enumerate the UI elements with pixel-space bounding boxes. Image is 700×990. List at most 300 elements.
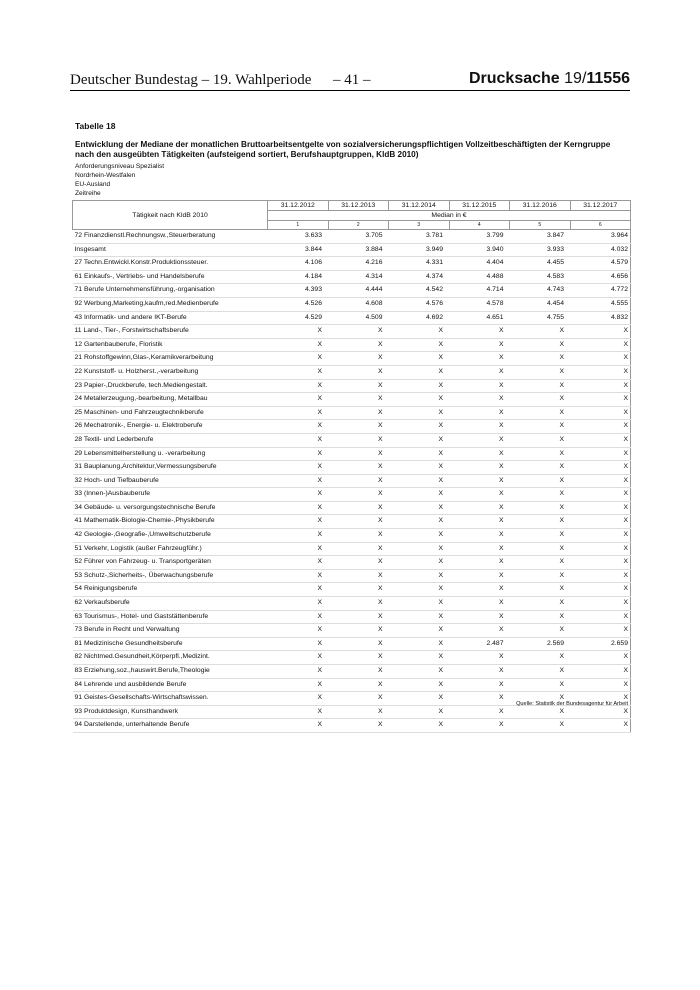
header-publication: Deutscher Bundestag – 19. Wahlperiode [70, 72, 312, 88]
header-rule [70, 90, 630, 91]
cell-value: X [510, 447, 571, 461]
table-row [73, 705, 631, 719]
cell-value: 4.393 [268, 284, 329, 298]
row-label: 22 Kunststoff- u. Holzherst.,-verarbeitung [73, 365, 268, 379]
row-label: 82 Nichtmed.Gesundheit,Körperpfl.,Medizint. [73, 651, 268, 665]
cell-value: X [570, 624, 631, 638]
row-label: 34 Gebäude- u. versorgungstechnische Berufe [73, 501, 268, 515]
cell-value: X [570, 597, 631, 611]
cell-value: X [449, 529, 510, 543]
cell-value: X [268, 379, 329, 393]
cell-value: X [268, 461, 329, 475]
cell-value: X [510, 501, 571, 515]
cell-value: X [449, 542, 510, 556]
cell-value: 3.949 [389, 243, 450, 257]
cell-value: X [570, 583, 631, 597]
cell-value: X [570, 447, 631, 461]
cell-value: X [510, 678, 571, 692]
table-row [73, 542, 631, 556]
cell-value: X [570, 665, 631, 679]
cell-value: X [328, 338, 389, 352]
row-label: 94 Darstellende, unterhaltende Berufe [73, 719, 268, 733]
cell-value: X [328, 325, 389, 339]
cell-value: X [268, 610, 329, 624]
cell-value: 4.331 [389, 257, 450, 271]
cell-value: X [328, 433, 389, 447]
header-page-number: – 41 – [333, 72, 371, 88]
row-label: 41 Mathematik-Biologie-Chemie-,Physikberufe [73, 515, 268, 529]
cell-value: X [449, 624, 510, 638]
header-drucksache-number: 11556 [586, 70, 630, 87]
header-drucksache-label: Drucksache [468, 70, 560, 87]
table-row [73, 420, 631, 434]
row-label: 53 Schutz-,Sicherheits-, Überwachungsberufe [73, 569, 268, 583]
row-label: 25 Maschinen- und Fahrzeugtechnikberufe [73, 406, 268, 420]
cell-value: X [389, 325, 450, 339]
cell-value: 3.705 [328, 230, 389, 244]
cell-value: X [389, 406, 450, 420]
cell-value: X [449, 692, 510, 706]
column-number: 5 [510, 221, 571, 230]
cell-value: X [268, 637, 329, 651]
cell-value: X [389, 515, 450, 529]
cell-value: 4.692 [389, 311, 450, 325]
table-row [73, 515, 631, 529]
cell-value: X [449, 651, 510, 665]
row-label: 43 Informatik- und andere IKT-Berufe [73, 311, 268, 325]
cell-value: X [328, 420, 389, 434]
cell-value: 3.964 [570, 230, 631, 244]
cell-value: X [389, 379, 450, 393]
cell-value: X [570, 352, 631, 366]
cell-value: X [449, 365, 510, 379]
cell-value: X [510, 352, 571, 366]
cell-value: X [389, 705, 450, 719]
cell-value: X [389, 719, 450, 733]
table-row [73, 365, 631, 379]
cell-value: X [570, 515, 631, 529]
cell-value: X [570, 474, 631, 488]
cell-value: X [570, 488, 631, 502]
row-label: 93 Produktdesign, Kunsthandwerk [73, 705, 268, 719]
cell-value: X [328, 488, 389, 502]
cell-value: X [570, 433, 631, 447]
cell-value: X [268, 474, 329, 488]
column-number: 3 [389, 221, 450, 230]
table-row [73, 284, 631, 298]
cell-value: X [268, 365, 329, 379]
table-row [73, 433, 631, 447]
cell-value: X [570, 719, 631, 733]
cell-value: X [570, 379, 631, 393]
cell-value: X [268, 651, 329, 665]
cell-value: X [389, 338, 450, 352]
cell-value: X [328, 542, 389, 556]
cell-value: X [570, 678, 631, 692]
cell-value: X [570, 651, 631, 665]
table-row [73, 678, 631, 692]
table-row [73, 243, 631, 257]
cell-value: X [510, 393, 571, 407]
cell-value: X [570, 501, 631, 515]
cell-value: X [510, 461, 571, 475]
cell-value: X [449, 447, 510, 461]
cell-value: X [570, 420, 631, 434]
cell-value: 4.542 [389, 284, 450, 298]
cell-value: X [268, 719, 329, 733]
cell-value: X [449, 379, 510, 393]
cell-value: X [449, 610, 510, 624]
cell-value: X [510, 624, 571, 638]
cell-value: X [510, 719, 571, 733]
cell-value: X [389, 365, 450, 379]
cell-value: 4.656 [570, 270, 631, 284]
cell-value: X [510, 529, 571, 543]
cell-value: X [389, 352, 450, 366]
row-label: 12 Gartenbauberufe, Floristik [73, 338, 268, 352]
cell-value: 3.847 [510, 230, 571, 244]
cell-value: X [389, 624, 450, 638]
cell-value: X [268, 569, 329, 583]
table-row [73, 529, 631, 543]
cell-value: X [268, 352, 329, 366]
cell-value: 3.633 [268, 230, 329, 244]
row-label: 32 Hoch- und Tiefbauberufe [73, 474, 268, 488]
cell-value: 3.933 [510, 243, 571, 257]
cell-value: 4.529 [268, 311, 329, 325]
cell-value: X [328, 665, 389, 679]
cell-value: X [570, 692, 631, 706]
cell-value: X [510, 488, 571, 502]
row-label: 73 Berufe in Recht und Verwaltung [73, 624, 268, 638]
cell-value: X [449, 420, 510, 434]
cell-value: X [510, 515, 571, 529]
cell-value: X [449, 461, 510, 475]
row-label: 26 Mechatronik-, Energie- u. Elektroberufe [73, 420, 268, 434]
cell-value: X [268, 433, 329, 447]
row-label: 11 Land-, Tier-, Forstwirtschaftsberufe [73, 325, 268, 339]
cell-value: X [510, 569, 571, 583]
cell-value: X [510, 379, 571, 393]
cell-value: X [268, 705, 329, 719]
cell-value: 2.659 [570, 637, 631, 651]
cell-value: X [328, 610, 389, 624]
cell-value: 4.579 [570, 257, 631, 271]
row-label: 71 Berufe Unternehmensführung,-organisation [73, 284, 268, 298]
cell-value: X [570, 705, 631, 719]
cell-value: X [328, 583, 389, 597]
row-label: 72 Finanzdienstl.Rechnungsw.,Steuerberatung [73, 230, 268, 244]
cell-value: X [328, 406, 389, 420]
column-number: 6 [570, 221, 631, 230]
cell-value: 4.583 [510, 270, 571, 284]
cell-value: X [268, 325, 329, 339]
cell-value: X [449, 501, 510, 515]
cell-value: X [449, 406, 510, 420]
table-row [73, 406, 631, 420]
row-label: 61 Einkaufs-, Vertriebs- und Handelsberufe [73, 270, 268, 284]
data-table [72, 200, 631, 733]
cell-value: X [328, 651, 389, 665]
cell-value: X [510, 705, 571, 719]
cell-value: X [449, 597, 510, 611]
cell-value: X [449, 515, 510, 529]
cell-value: X [328, 393, 389, 407]
cell-value: X [389, 610, 450, 624]
row-label: 24 Metallerzeugung,-bearbeitung, Metallbau [73, 393, 268, 407]
source-note: Quelle: Statistik der Bundesagentur für Arbeit [516, 701, 628, 707]
cell-value: 3.940 [449, 243, 510, 257]
cell-value: X [328, 474, 389, 488]
meta-line: Anforderungsniveau Spezialist [75, 163, 165, 170]
cell-value: X [449, 474, 510, 488]
cell-value: X [389, 501, 450, 515]
header-drucksache [469, 70, 630, 88]
cell-value: 4.444 [328, 284, 389, 298]
column-date: 31.12.2015 [449, 201, 510, 211]
meta-line: Nordrhein-Westfalen [75, 172, 136, 179]
table-row [73, 379, 631, 393]
table-row [73, 393, 631, 407]
row-label: 81 Medizinische Gesundheitsberufe [73, 637, 268, 651]
cell-value: 4.454 [510, 297, 571, 311]
cell-value: X [389, 692, 450, 706]
table-label: Tabelle 18 [75, 121, 116, 131]
page-header [70, 70, 630, 92]
cell-value: X [389, 556, 450, 570]
cell-value: X [510, 474, 571, 488]
cell-value: 2.569 [510, 637, 571, 651]
cell-value: X [449, 556, 510, 570]
cell-value: 4.184 [268, 270, 329, 284]
cell-value: X [389, 665, 450, 679]
table-row [73, 338, 631, 352]
cell-value: 4.832 [570, 311, 631, 325]
row-label: 83 Erziehung,soz.,hauswirt.Berufe,Theologie [73, 665, 268, 679]
column-number: 4 [449, 221, 510, 230]
cell-value: X [510, 433, 571, 447]
cell-value: X [328, 637, 389, 651]
row-label: 29 Lebensmittelherstellung u. -verarbeitung [73, 447, 268, 461]
row-label: 31 Bauplanung,Architektur,Vermessungsberufe [73, 461, 268, 475]
cell-value: X [570, 569, 631, 583]
cell-value: 3.844 [268, 243, 329, 257]
cell-value: X [268, 488, 329, 502]
header-drucksache-prefix: 19/ [564, 70, 587, 87]
table-row [73, 270, 631, 284]
cell-value: 4.608 [328, 297, 389, 311]
cell-value: X [510, 556, 571, 570]
table-row [73, 488, 631, 502]
cell-value: 4.526 [268, 297, 329, 311]
row-label: 23 Papier-,Druckberufe, tech.Mediengestalt. [73, 379, 268, 393]
cell-value: 3.781 [389, 230, 450, 244]
cell-value: X [268, 692, 329, 706]
cell-value: X [510, 583, 571, 597]
cell-value: X [510, 365, 571, 379]
row-label: Insgesamt [73, 243, 268, 257]
table-row [73, 637, 631, 651]
column-date: 31.12.2013 [328, 201, 389, 211]
row-label: 28 Textil- und Lederberufe [73, 433, 268, 447]
cell-value: X [449, 488, 510, 502]
cell-value: X [268, 678, 329, 692]
table-row [73, 651, 631, 665]
cell-value: X [389, 447, 450, 461]
cell-value: X [510, 597, 571, 611]
cell-value: X [570, 393, 631, 407]
cell-value: X [510, 692, 571, 706]
column-number: 2 [328, 221, 389, 230]
row-label: 33 (Innen-)Ausbauberufe [73, 488, 268, 502]
table-row [73, 624, 631, 638]
cell-value: X [510, 610, 571, 624]
cell-value: 4.578 [449, 297, 510, 311]
cell-value: X [389, 474, 450, 488]
cell-value: X [328, 705, 389, 719]
cell-value: X [510, 338, 571, 352]
cell-value: 4.576 [389, 297, 450, 311]
cell-value: X [328, 624, 389, 638]
cell-value: X [449, 352, 510, 366]
cell-value: X [570, 338, 631, 352]
table-row [73, 556, 631, 570]
cell-value: X [510, 651, 571, 665]
cell-value: X [570, 461, 631, 475]
cell-value: X [570, 542, 631, 556]
table-row [73, 719, 631, 733]
cell-value: X [570, 365, 631, 379]
cell-value: X [389, 529, 450, 543]
cell-value: 4.216 [328, 257, 389, 271]
cell-value: 4.651 [449, 311, 510, 325]
cell-value: X [510, 420, 571, 434]
table-row [73, 257, 631, 271]
cell-value: X [328, 461, 389, 475]
cell-value: X [328, 556, 389, 570]
cell-value: X [268, 406, 329, 420]
cell-value: X [328, 597, 389, 611]
cell-value: X [389, 488, 450, 502]
cell-value: X [268, 338, 329, 352]
cell-value: X [449, 338, 510, 352]
table-row [73, 569, 631, 583]
row-label: 42 Geologie-,Geografie-,Umweltschutzberufe [73, 529, 268, 543]
cell-value: 4.374 [389, 270, 450, 284]
unit-label: Median in € [268, 211, 631, 221]
cell-value: X [328, 447, 389, 461]
row-label: 62 Verkaufsberufe [73, 597, 268, 611]
table-row [73, 665, 631, 679]
table-row [73, 501, 631, 515]
meta-line: Zeitreihe [75, 190, 101, 197]
cell-value: X [389, 651, 450, 665]
table-row [73, 597, 631, 611]
cell-value: X [449, 665, 510, 679]
cell-value: 2.487 [449, 637, 510, 651]
cell-value: X [510, 325, 571, 339]
cell-value: X [389, 461, 450, 475]
cell-value: X [510, 542, 571, 556]
cell-value: 4.772 [570, 284, 631, 298]
cell-value: X [268, 515, 329, 529]
cell-value: X [328, 678, 389, 692]
column-date: 31.12.2012 [268, 201, 329, 211]
table-row [73, 610, 631, 624]
cell-value: 4.032 [570, 243, 631, 257]
cell-value: X [389, 637, 450, 651]
cell-value: X [328, 379, 389, 393]
cell-value: X [449, 325, 510, 339]
cell-value: X [449, 719, 510, 733]
cell-value: X [328, 515, 389, 529]
cell-value: 3.799 [449, 230, 510, 244]
row-label: 52 Führer von Fahrzeug- u. Transportgeräten [73, 556, 268, 570]
cell-value: X [570, 529, 631, 543]
row-label: 92 Werbung,Marketing,kaufm,red.Medienberufe [73, 297, 268, 311]
cell-value: 4.404 [449, 257, 510, 271]
table-row [73, 447, 631, 461]
cell-value: X [449, 393, 510, 407]
cell-value: X [389, 420, 450, 434]
table-meta [75, 162, 164, 198]
row-label: 63 Tourismus-, Hotel- und Gaststättenberufe [73, 610, 268, 624]
cell-value: X [570, 325, 631, 339]
cell-value: X [328, 719, 389, 733]
cell-value: X [389, 433, 450, 447]
cell-value: X [389, 597, 450, 611]
cell-value: X [389, 569, 450, 583]
cell-value: X [570, 406, 631, 420]
cell-value: 4.555 [570, 297, 631, 311]
cell-value: X [328, 529, 389, 543]
cell-value: X [328, 569, 389, 583]
table-title: Entwicklung der Mediane der monatlichen Bruttoarbeitsentgelte von sozialversicherungspflichtigen Vollzeitbeschäftigten der Kerngruppe nach den ausgeübten Tätigkeiten (aufsteigend sortiert, Berufshauptgruppen, KldB 2010) [75, 140, 611, 159]
cell-value: X [449, 433, 510, 447]
cell-value: X [268, 597, 329, 611]
cell-value: X [328, 352, 389, 366]
table-row [73, 461, 631, 475]
cell-value: X [449, 705, 510, 719]
cell-value: 4.509 [328, 311, 389, 325]
cell-value: X [510, 406, 571, 420]
cell-value: X [389, 393, 450, 407]
cell-value: 4.743 [510, 284, 571, 298]
cell-value: 4.488 [449, 270, 510, 284]
row-label: 27 Techn.Entwickl.Konstr.Produktionssteuer. [73, 257, 268, 271]
row-label: 91 Geistes-Gesellschafts-Wirtschaftswissen. [73, 692, 268, 706]
cell-value: X [328, 365, 389, 379]
cell-value: X [268, 556, 329, 570]
row-label: 54 Reinigungsberufe [73, 583, 268, 597]
cell-value: X [449, 678, 510, 692]
table-body [73, 230, 631, 733]
column-date: 31.12.2016 [510, 201, 571, 211]
table-row [73, 583, 631, 597]
table-row [73, 297, 631, 311]
cell-value: 4.755 [510, 311, 571, 325]
row-label: 21 Rohstoffgewinn,Glas-,Keramikverarbeitung [73, 352, 268, 366]
cell-value: X [268, 624, 329, 638]
table-row [73, 230, 631, 244]
column-number: 1 [268, 221, 329, 230]
cell-value: X [449, 569, 510, 583]
cell-value: 4.455 [510, 257, 571, 271]
cell-value: X [570, 610, 631, 624]
cell-value: 4.106 [268, 257, 329, 271]
table-row [73, 474, 631, 488]
cell-value: X [389, 542, 450, 556]
